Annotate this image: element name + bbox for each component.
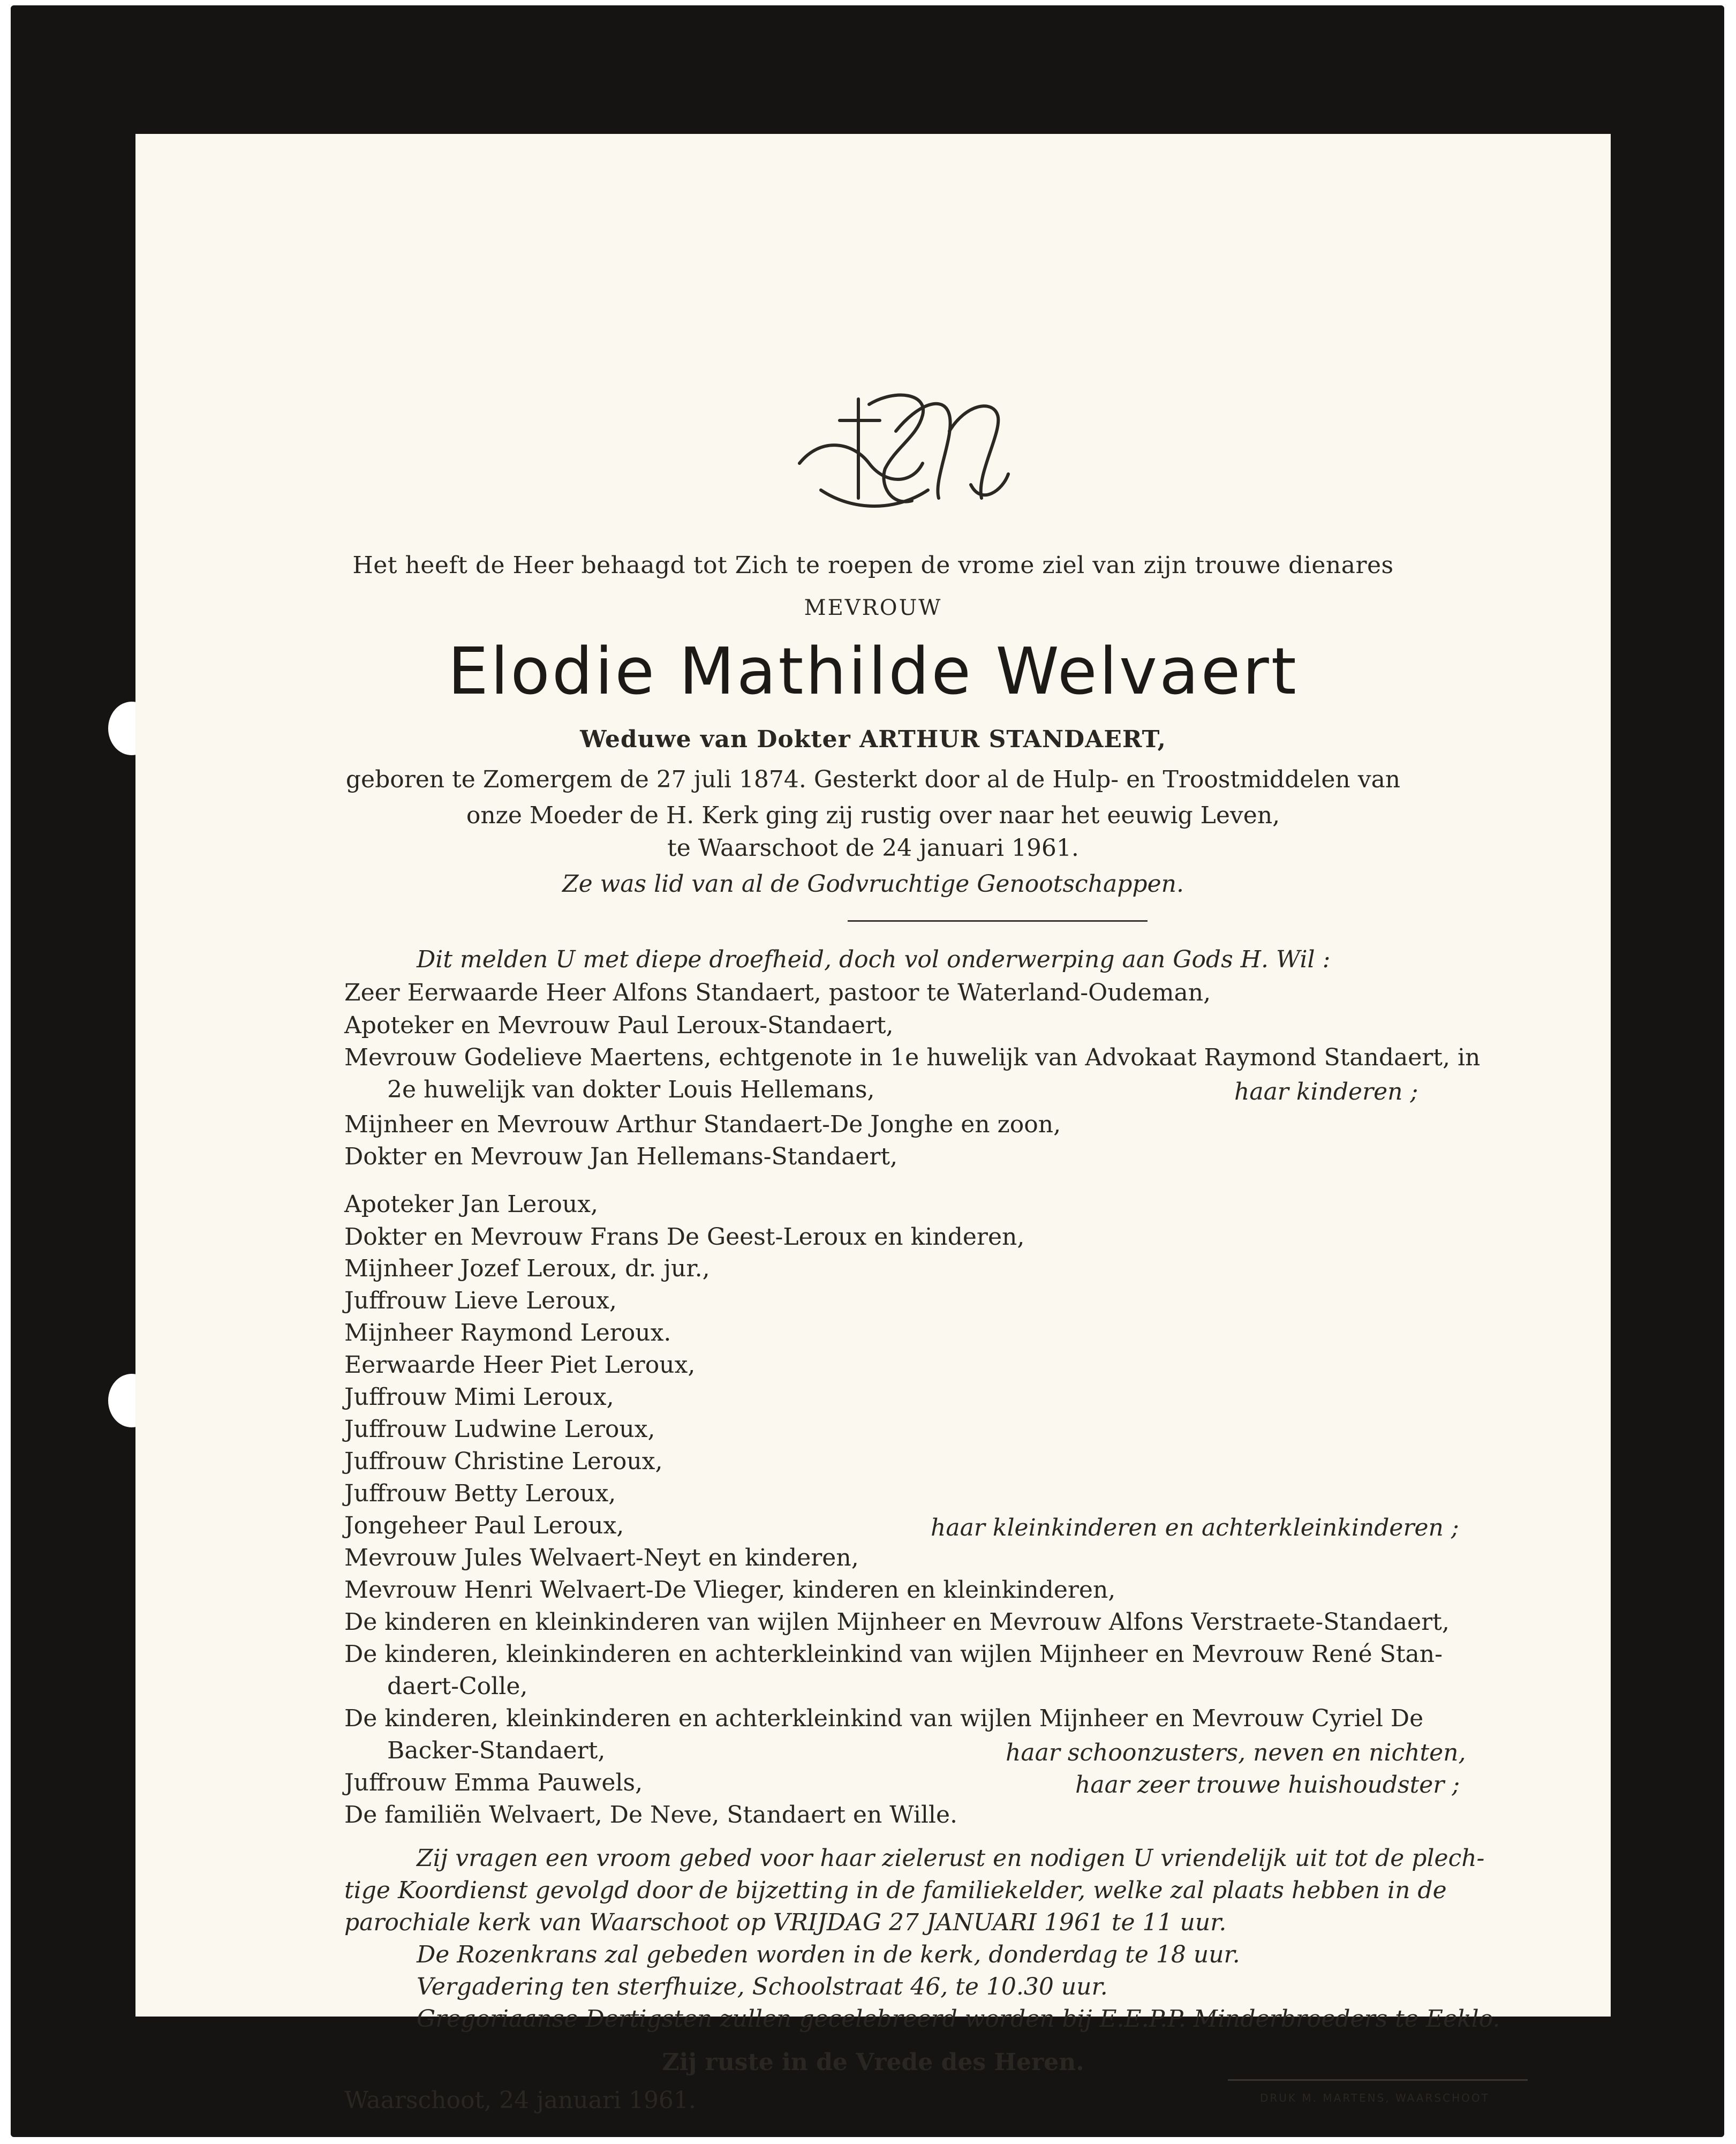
relative-line: De kinderen, kleinkinderen en achterkleinkind van wijlen Mijnheer en Mevrouw René Stan- [344,1641,1443,1668]
widow-line: Weduwe van Dokter ARTHUR STANDAERT, [580,726,1166,753]
relative-line: De familiën Welvaert, De Neve, Standaert en Wille. [344,1801,957,1829]
relative-line: De kinderen en kleinkinderen van wijlen Mijnheer en Mevrouw Alfons Verstraete-Standaert, [344,1608,1450,1636]
relative-line: Backer-Standaert, [387,1737,606,1764]
relative-line: Juffrouw Ludwine Leroux, [344,1416,655,1443]
relative-line: Zeer Eerwaarde Heer Alfons Standaert, pastoor te Waterland-Oudeman, [344,979,1211,1006]
relative-line: 2e huwelijk van dokter Louis Hellemans, [387,1076,875,1103]
relative-line: Mevrouw Jules Welvaert-Neyt en kinderen, [344,1544,859,1571]
relative-line: De kinderen, kleinkinderen en achterkleinkind van wijlen Mijnheer en Mevrouw Cyriel De [344,1705,1424,1732]
deceased-name: Elodie Mathilde Welvaert [448,635,1299,709]
service-line: parochiale kerk van Waarschoot op VRIJDAG 27 JANUARI 1961 te 11 uur. [344,1909,1227,1936]
service-line: Vergadering ten sterfhuize, Schoolstraat 46, te 10.30 uur. [417,1973,1108,2000]
cross-monogram-emblem [789,383,1014,517]
place-date: Waarschoot, 24 januari 1961. [344,2087,696,2114]
service-line: Zij vragen een vroom gebed voor haar zielerust en nodigen U vriendelijk uit tot de plech- [417,1845,1485,1872]
death-line: onze Moeder de H. Kerk ging zij rustig over naar het eeuwig Leven, [466,802,1280,829]
relative-line: Mijnheer Raymond Leroux. [344,1319,671,1346]
relative-line: Juffrouw Christine Leroux, [344,1448,663,1475]
printer-credit: DRUK M. MARTENS, WAARSCHOOT [1260,2092,1490,2104]
relative-line: Juffrouw Mimi Leroux, [344,1383,614,1411]
honorific: MEVROUW [804,596,942,620]
relative-line: Dokter en Mevrouw Jan Hellemans-Standaert, [344,1143,898,1170]
relative-line: Mijnheer Jozef Leroux, dr. jur., [344,1255,710,1282]
relative-line: Juffrouw Emma Pauwels, [344,1769,643,1796]
relative-line: Apoteker Jan Leroux, [344,1191,598,1218]
printer-rule [1228,2079,1528,2081]
closing-blessing: Zij ruste in de Vrede des Heren. [662,2049,1084,2076]
relative-line: Juffrouw Betty Leroux, [344,1480,616,1507]
relative-line: Mevrouw Godelieve Maertens, echtgenote in 1e huwelijk van Advokaat Raymond Standaert, in [344,1044,1481,1071]
birth-line: geboren te Zomergem de 27 juli 1874. Gesterkt door al de Hulp- en Troostmiddelen van [345,766,1401,793]
relative-line: Dokter en Mevrouw Frans De Geest-Leroux en kinderen, [344,1223,1025,1251]
relation-label: haar kinderen ; [1234,1078,1418,1105]
mourning-card-border [11,5,1724,2137]
service-line: tige Koordienst gevolgd door de bijzetting in de familiekelder, welke zal plaats hebben in de [344,1877,1447,1904]
relative-line: Mijnheer en Mevrouw Arthur Standaert-De Jonghe en zoon, [344,1111,1061,1138]
service-line: Gregoriaanse Dertigsten zullen gecelebreerd worden bij E.E.P.P. Minderbroeders te Eeklo. [417,2005,1500,2033]
announcement-lead: Dit melden U met diepe droefheid, doch vol onderwerping aan Gods H. Wil : [417,946,1331,973]
mourning-card [135,134,1611,2114]
service-line: De Rozenkrans zal gebeden worden in de kerk, donderdag te 18 uur. [417,1941,1240,1968]
relative-line: Eerwaarde Heer Piet Leroux, [344,1351,696,1379]
relative-line: Jongeheer Paul Leroux, [344,1512,624,1539]
relative-line: daert-Colle, [387,1673,528,1700]
relation-label: haar schoonzusters, neven en nichten, [1006,1739,1466,1766]
membership-line: Ze was lid van al de Godvruchtige Genootschappen. [562,870,1184,898]
intro-text: Het heeft de Heer behaagd tot Zich te roepen de vrome ziel van zijn trouwe dienares [352,552,1394,579]
relative-line: Mevrouw Henri Welvaert-De Vlieger, kinderen en kleinkinderen, [344,1576,1116,1604]
death-date-line: te Waarschoot de 24 januari 1961. [667,834,1079,862]
relative-line: Apoteker en Mevrouw Paul Leroux-Standaert, [344,1012,894,1039]
divider [848,920,1148,922]
relative-line: Juffrouw Lieve Leroux, [344,1287,617,1314]
relation-label: haar zeer trouwe huishoudster ; [1075,1771,1460,1799]
relation-label: haar kleinkinderen en achterkleinkinderen ; [931,1514,1459,1541]
